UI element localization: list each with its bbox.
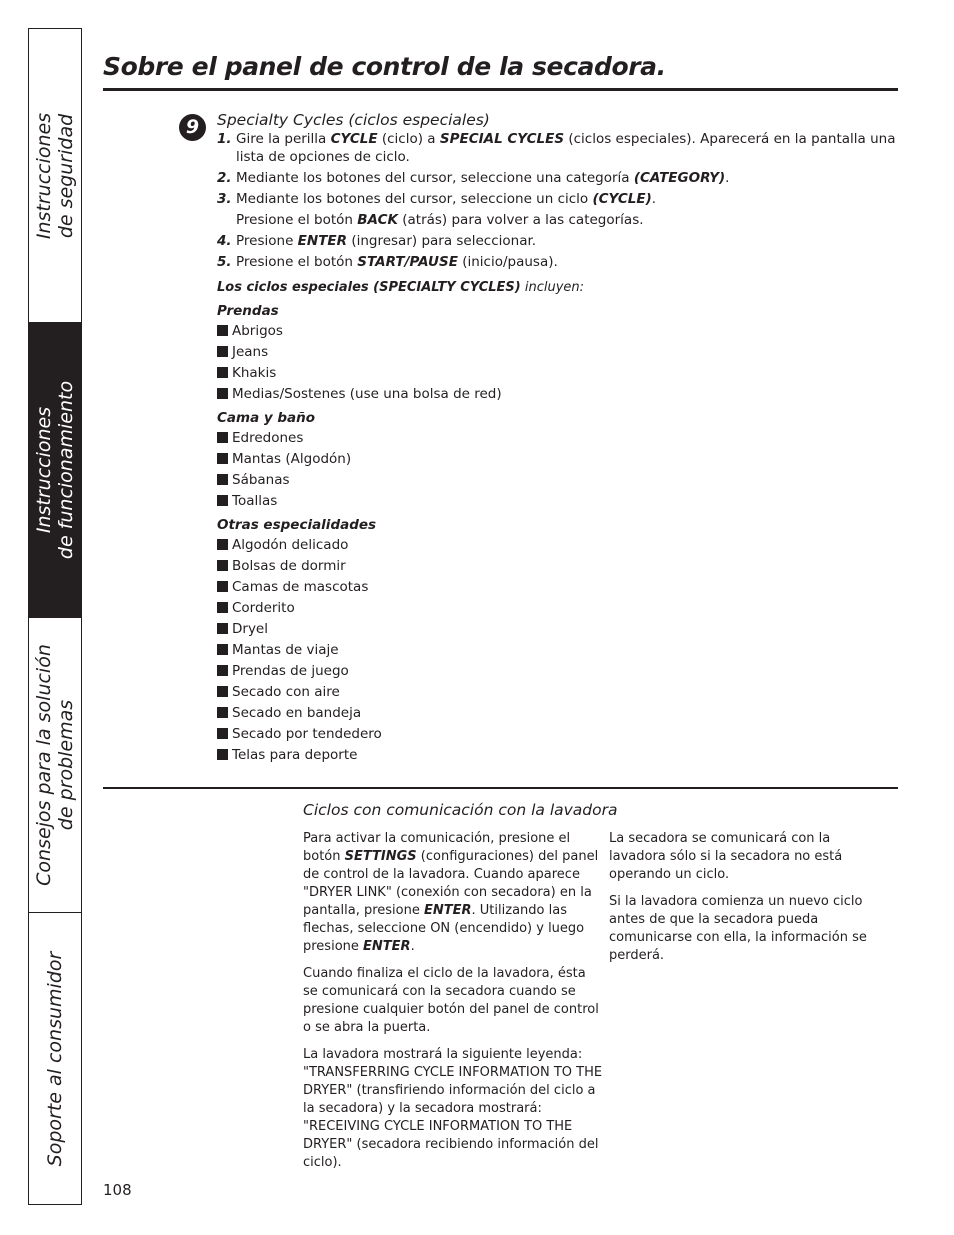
step-number: 5.: [217, 254, 232, 270]
list-item-label: Prendas de juego: [232, 663, 349, 679]
list-item-label: Bolsas de dormir: [232, 558, 346, 574]
category-heading: Otras especialidades: [217, 517, 377, 533]
tab-label-line1: Soporte al consumidor: [44, 951, 66, 1166]
square-bullet-icon: [217, 346, 228, 357]
tab-label-line1: Instrucciones: [33, 112, 55, 239]
list-item: [217, 682, 897, 703]
list-item: [217, 535, 897, 556]
keyword: ENTER: [363, 939, 411, 954]
square-bullet-icon: [217, 623, 228, 634]
specialty-cycles-section: [217, 110, 897, 766]
communication-heading: Ciclos con comunicación con la lavadora: [303, 801, 618, 819]
list-item-label: Sábanas: [232, 472, 290, 488]
paragraph-text: . Utilizando las flechas, seleccione ON (encendido) y luego presione: [303, 903, 585, 954]
step-item: [217, 130, 897, 166]
section-tabs: [28, 28, 82, 1205]
list-item-label: Secado en bandeja: [232, 705, 362, 721]
step-text: Presione el botón: [236, 212, 358, 228]
tab-label-line2: de funcionamiento: [55, 380, 77, 560]
category-heading: Cama y baño: [217, 410, 316, 426]
tab-troubleshooting[interactable]: [29, 618, 81, 913]
communication-left-column: [303, 830, 603, 1181]
list-item: [217, 556, 897, 577]
step-text: Mediante los botones del cursor, seleccione una categoría: [236, 170, 634, 186]
step-number: 2.: [217, 170, 232, 186]
step-number: 4.: [217, 233, 232, 249]
paragraph: Si la lavadora comienza un nuevo ciclo antes de que la secadora pueda comunicarse con ella, la información se perderá.: [609, 894, 867, 963]
step-item: [217, 232, 897, 250]
step-text: Mediante los botones del cursor, seleccione un ciclo: [236, 191, 593, 207]
step-keyword: CYCLE: [330, 131, 378, 147]
step-item: [217, 169, 897, 187]
list-item: [217, 363, 897, 384]
square-bullet-icon: [217, 644, 228, 655]
list-item: [217, 491, 897, 512]
tab-label-line1: Instrucciones: [33, 406, 55, 534]
list-item-label: Abrigos: [232, 323, 283, 339]
square-bullet-icon: [217, 707, 228, 718]
specialty-heading: Specialty Cycles (ciclos especiales): [217, 111, 490, 129]
tab-label-line1: Consejos para la solución: [33, 644, 55, 886]
list-item: [217, 384, 897, 405]
list-item: [217, 703, 897, 724]
list-item-label: Jeans: [232, 344, 269, 360]
paragraph-text: Para activar la comunicación, presione el botón: [303, 831, 571, 864]
list-item: [217, 321, 897, 342]
step-number: 3.: [217, 191, 232, 207]
step-number-badge: 9: [179, 114, 206, 141]
square-bullet-icon: [217, 749, 228, 760]
square-bullet-icon: [217, 665, 228, 676]
step-keyword: (CATEGORY): [633, 170, 726, 186]
paragraph: [303, 830, 603, 956]
step-text: Gire la perilla: [236, 131, 331, 147]
step-keyword: ENTER: [297, 233, 348, 249]
list-item: [217, 598, 897, 619]
cycle-list: [217, 535, 897, 766]
step-keyword: (CYCLE): [592, 191, 652, 207]
communication-right-column: [609, 830, 889, 974]
includes-bold: Los ciclos especiales (SPECIALTY CYCLES): [217, 280, 521, 295]
includes-rest: incluyen:: [520, 280, 585, 295]
list-item-label: Khakis: [232, 365, 277, 381]
step-item: [217, 253, 897, 271]
list-item: [217, 661, 897, 682]
square-bullet-icon: [217, 453, 228, 464]
step-text: (ciclos especiales). Aparecerá en la pantalla una lista de opciones de ciclo.: [236, 131, 896, 165]
step-keyword: SPECIAL CYCLES: [439, 131, 565, 147]
includes-line: [217, 278, 897, 298]
list-item-label: Secado con aire: [232, 684, 340, 700]
list-item-label: Corderito: [232, 600, 295, 616]
square-bullet-icon: [217, 602, 228, 613]
list-item-label: Dryel: [232, 621, 268, 637]
square-bullet-icon: [217, 432, 228, 443]
list-item-label: Mantas de viaje: [232, 642, 339, 658]
step-item: [217, 190, 897, 229]
list-item-label: Mantas (Algodón): [232, 451, 352, 467]
square-bullet-icon: [217, 367, 228, 378]
list-item: [217, 640, 897, 661]
paragraph: Cuando finaliza el ciclo de la lavadora, ésta se comunicará con la secadora cuando se presione cualquier botón del panel de control o se abra la puerta.: [303, 966, 599, 1035]
page-number: 108: [103, 1181, 132, 1199]
square-bullet-icon: [217, 560, 228, 571]
square-bullet-icon: [217, 686, 228, 697]
page-title: Sobre el panel de control de la secadora.: [103, 52, 666, 81]
square-bullet-icon: [217, 388, 228, 399]
tab-consumer-support[interactable]: [29, 913, 81, 1204]
square-bullet-icon: [217, 581, 228, 592]
list-item-label: Toallas: [232, 493, 278, 509]
list-item: [217, 745, 897, 766]
square-bullet-icon: [217, 539, 228, 550]
steps-list: [217, 130, 897, 271]
list-item-label: Algodón delicado: [232, 537, 349, 553]
step-keyword: BACK: [357, 212, 398, 228]
list-item: [217, 724, 897, 745]
tab-label-line2: de problemas: [55, 699, 77, 831]
cycle-categories: [217, 301, 897, 766]
list-item-label: Secado por tendedero: [232, 726, 382, 742]
tab-operating-instructions[interactable]: [29, 323, 81, 618]
category-heading: Prendas: [217, 303, 279, 319]
section-divider: [103, 787, 898, 789]
list-item-label: Medias/Sostenes (use una bolsa de red): [232, 386, 502, 402]
step-subtext: [236, 211, 897, 229]
cycle-list: [217, 321, 897, 405]
tab-safety-instructions[interactable]: [29, 29, 81, 323]
list-item: [217, 428, 897, 449]
keyword: SETTINGS: [344, 849, 417, 864]
list-item: [217, 619, 897, 640]
tab-label-line2: de seguridad: [55, 113, 77, 238]
step-number: 1.: [217, 131, 232, 147]
step-text: Presione el botón: [236, 254, 358, 270]
step-text: Presione: [236, 233, 298, 249]
list-item: [217, 470, 897, 491]
step-text: (ingresar) para seleccionar.: [347, 233, 537, 249]
paragraph-text: .: [410, 939, 415, 954]
list-item-label: Telas para deporte: [232, 747, 358, 763]
step-text: (atrás) para volver a las categorías.: [397, 212, 644, 228]
list-item: [217, 342, 897, 363]
step-text: .: [725, 170, 730, 186]
step-text: (inicio/pausa).: [457, 254, 558, 270]
paragraph-text: (configuraciones) del panel de control de la lavadora. Cuando aparece "DRYER LINK" (conexión con secadora) en la pantalla, presione: [303, 849, 599, 918]
title-divider: [103, 88, 898, 91]
paragraph: La secadora se comunicará con la lavadora sólo si la secadora no está operando un ciclo.: [609, 831, 843, 882]
list-item-label: Camas de mascotas: [232, 579, 369, 595]
square-bullet-icon: [217, 474, 228, 485]
step-text: .: [651, 191, 657, 207]
list-item: [217, 577, 897, 598]
list-item-label: Edredones: [232, 430, 304, 446]
square-bullet-icon: [217, 495, 228, 506]
square-bullet-icon: [217, 325, 228, 336]
cycle-list: [217, 428, 897, 512]
list-item: [217, 449, 897, 470]
step-keyword: START/PAUSE: [357, 254, 458, 270]
paragraph: La lavadora mostrará la siguiente leyenda: "TRANSFERRING CYCLE INFORMATION TO THE DRYER" (transfiriendo información del ciclo a la secadora) y la secadora mostrará: "RECEIVING CYCLE INFORMATION TO THE DRYER" (secadora recibiendo información del ciclo).: [303, 1047, 603, 1170]
keyword: ENTER: [424, 903, 472, 918]
square-bullet-icon: [217, 728, 228, 739]
step-text: (ciclo) a: [377, 131, 440, 147]
